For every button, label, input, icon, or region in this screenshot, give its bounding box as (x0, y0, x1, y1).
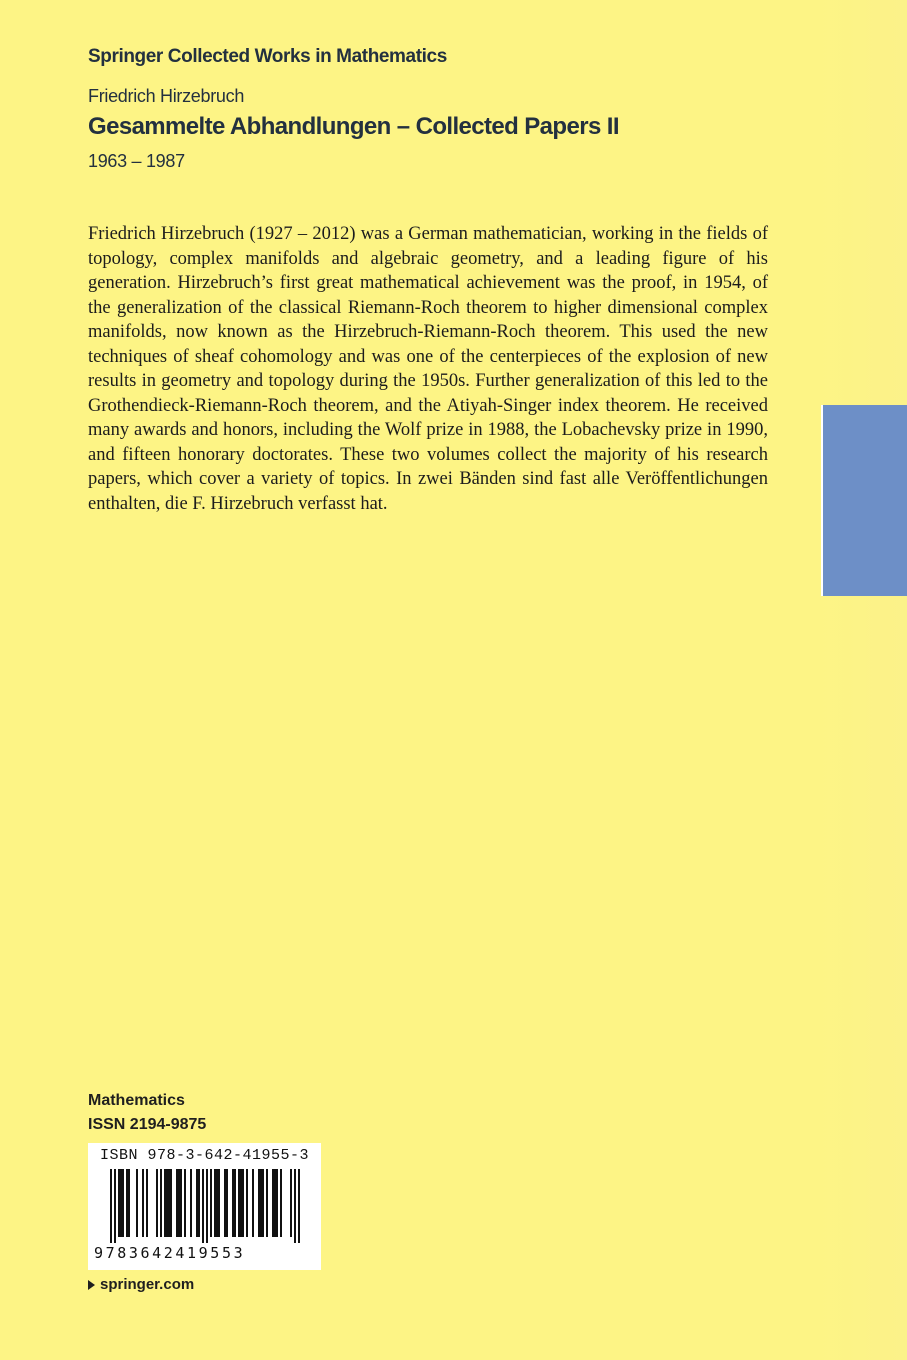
website-text: springer.com (100, 1276, 195, 1293)
barcode-bar (122, 1169, 124, 1237)
barcode-bar (142, 1169, 144, 1237)
barcode-bar (218, 1169, 220, 1237)
book-title: Gesammelte Abhandlungen – Collected Papers II (88, 113, 619, 140)
barcode-bar (266, 1169, 268, 1237)
barcode-bar (110, 1169, 112, 1243)
barcode-bar (258, 1169, 260, 1237)
barcode-bar (118, 1169, 120, 1237)
barcode-bar (184, 1169, 186, 1237)
barcode-bar (164, 1169, 166, 1237)
author-name: Friedrich Hirzebruch (88, 86, 245, 106)
barcode-bar (170, 1169, 172, 1237)
barcode-bar (216, 1169, 218, 1237)
barcode-bar (156, 1169, 158, 1237)
series-title: Springer Collected Works in Mathematics (88, 46, 447, 67)
ean-digits: 9783642419553 (94, 1244, 246, 1262)
barcode-bar (224, 1169, 226, 1237)
barcode-bar (272, 1169, 274, 1237)
year-range: 1963 – 1987 (88, 151, 185, 171)
barcode-bar (196, 1169, 198, 1237)
barcode-bar (232, 1169, 234, 1237)
barcode-bar (214, 1169, 216, 1237)
barcode-bar (166, 1169, 168, 1237)
barcode-bar (226, 1169, 228, 1237)
barcode-bar (274, 1169, 276, 1237)
isbn-label: ISBN 978-3-642-41955-3 (100, 1147, 310, 1164)
barcode-bar (198, 1169, 200, 1237)
barcode-bar (126, 1169, 128, 1237)
barcode-bar (114, 1169, 116, 1243)
barcode-bar (160, 1169, 162, 1237)
barcode-bar (260, 1169, 262, 1237)
barcode-bar (128, 1169, 130, 1237)
barcode-bar (242, 1169, 244, 1237)
barcode-bar (210, 1169, 212, 1237)
barcode-bar (262, 1169, 264, 1237)
arrow-right-icon (88, 1280, 95, 1290)
barcode-bar (168, 1169, 170, 1237)
barcode-bar (280, 1169, 282, 1237)
barcode-bar (238, 1169, 240, 1237)
barcode-bar (294, 1169, 296, 1243)
barcode-bar (190, 1169, 192, 1237)
barcode-bar (206, 1169, 208, 1243)
barcode-bar (178, 1169, 180, 1237)
barcode (88, 1143, 321, 1270)
barcode-bar (290, 1169, 292, 1237)
barcode-bar (276, 1169, 278, 1237)
barcode-bar (136, 1169, 138, 1237)
description-text: Friedrich Hirzebruch (1927 – 2012) was a German mathematician, working in the fields of topology, complex manifolds and algebraic geometry, and a leading figure of his generation. Hirzebruch’s first great mathematical achievement was the proof, in 1954, of the generalization of the classical Riemann-Roch theorem to higher dimensional complex manifolds, now known as the Hirzebruch-Riemann-Roch theorem. This used the new techniques of sheaf cohomology and was one of the centerpieces of the explosion of new results in geometry and topology during the 1950s. Further generalization of this led to the Grothendieck-Riemann-Roch theorem, and the Atiyah-Singer index theorem. He received many awards and honors, including the Wolf prize in 1988, the Lobachevsky prize in 1990, and fifteen honorary doctorates. These two volumes collect the majority of his research papers, which cover a variety of topics. In zwei Bänden sind fast alle Veröffentlichungen enthalten, die F. Hirzebruch verfasst hat. (88, 224, 768, 514)
barcode-bar (252, 1169, 254, 1237)
barcode-bar (240, 1169, 242, 1237)
issn-label: ISSN 2194-9875 (88, 1116, 207, 1133)
barcode-bars (100, 1169, 310, 1243)
barcode-bar (234, 1169, 236, 1237)
barcode-bar (180, 1169, 182, 1237)
website-link[interactable] (88, 1276, 194, 1293)
barcode-bar (120, 1169, 122, 1237)
color-tab (821, 405, 907, 596)
barcode-bar (202, 1169, 204, 1243)
barcode-bar (146, 1169, 148, 1237)
subject-label: Mathematics (88, 1092, 185, 1109)
barcode-bar (298, 1169, 300, 1243)
barcode-bar (176, 1169, 178, 1237)
spine-shade (817, 0, 907, 1360)
barcode-bar (246, 1169, 248, 1237)
